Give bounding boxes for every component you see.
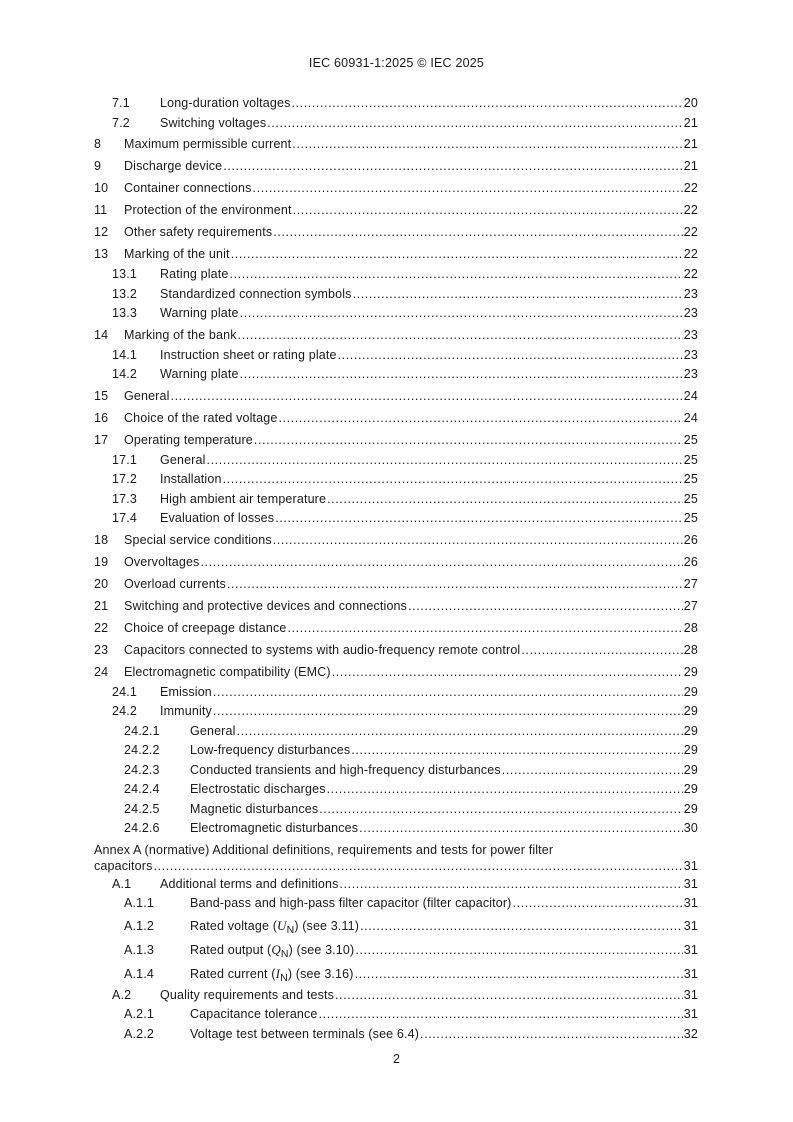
toc-entry-number: 14.1 [112, 347, 137, 362]
toc-entry-number: 13.2 [112, 286, 137, 301]
leader-dots [291, 94, 682, 114]
leader-dots [340, 875, 683, 895]
toc-entry[interactable] [94, 617, 698, 639]
toc-entry[interactable] [94, 573, 698, 595]
toc-entry-title: Overvoltages [124, 554, 200, 569]
toc-entry-title: Voltage test between terminals (see 6.4) [190, 1026, 420, 1041]
toc-entry-page-number: 27 [683, 576, 698, 591]
toc-entry-page-number: 31 [683, 1007, 698, 1021]
toc-entry-number: 24.2 [112, 704, 137, 718]
leader-dots [200, 551, 682, 573]
toc-entry-number: 19 [94, 554, 109, 569]
leader-dots [273, 221, 683, 243]
toc-entry[interactable] [94, 780, 698, 800]
toc-entry-title: Switching voltages [160, 115, 267, 130]
leader-dots [292, 133, 682, 155]
toc-entry-page-number: 29 [683, 704, 698, 718]
toc-entry-page-number: 32 [683, 1026, 698, 1041]
toc-entry[interactable] [94, 365, 698, 385]
leader-dots [153, 857, 682, 875]
leader-dots [171, 385, 683, 407]
toc-entry-number: 7.1 [112, 96, 130, 110]
math-subscript: N [280, 947, 289, 960]
toc-entry-number: 24 [94, 664, 109, 679]
leader-dots [213, 702, 683, 722]
toc-entry-title: Instruction sheet or rating plate [160, 347, 337, 362]
toc-entry-title: Electrostatic discharges [190, 782, 326, 796]
toc-entry-page-number: 23 [683, 286, 698, 301]
toc-entry[interactable] [94, 1025, 698, 1045]
leader-dots [267, 114, 683, 134]
toc-entry[interactable] [94, 114, 698, 134]
toc-entry-number: 16 [94, 410, 109, 425]
toc-entry[interactable] [94, 470, 698, 490]
toc-entry-title: Conducted transients and high-frequency disturbances [190, 762, 501, 777]
toc-entry-number: A.1.3 [124, 942, 154, 957]
leader-dots [223, 470, 683, 490]
leader-dots [278, 407, 682, 429]
toc-entry-number: A.2 [112, 987, 132, 1002]
toc-entry[interactable] [94, 551, 698, 573]
toc-entry-number: 21 [94, 598, 109, 613]
toc-entry-title: Overload currents [124, 576, 226, 591]
toc-entry-title-text: ) (see 3.10) [288, 942, 355, 957]
toc-entry-page-number: 25 [683, 472, 698, 486]
toc-entry-number: 24.2.5 [124, 801, 160, 816]
toc-entry[interactable] [94, 265, 698, 285]
toc-entry-page-number: 25 [683, 452, 698, 467]
toc-entry-page-number: 22 [683, 267, 698, 281]
toc-entry-title: Additional terms and definitions [160, 876, 339, 891]
toc-entry-number: 24.2.6 [124, 821, 160, 835]
toc-entry-title: Marking of the bank [124, 327, 237, 342]
toc-entry-page-number: 25 [683, 511, 698, 525]
toc-entry-title-text: ) (see 3.16) [287, 966, 354, 981]
toc-entry-page-number: 22 [683, 225, 698, 239]
leader-dots [521, 639, 682, 661]
toc-entry[interactable] [94, 243, 698, 265]
leader-dots [230, 265, 683, 285]
toc-entry-page-number: 21 [683, 115, 698, 130]
toc-entry-number: 17 [94, 432, 109, 447]
leader-dots [273, 529, 683, 551]
toc-entry[interactable] [94, 490, 698, 510]
toc-entry-page-number: 31 [683, 966, 698, 981]
leader-dots [327, 780, 683, 800]
toc-entry[interactable] [94, 722, 698, 742]
toc-entry[interactable] [94, 761, 698, 781]
leader-dots [355, 938, 682, 962]
leader-dots [253, 177, 683, 199]
toc-entry-page-number: 29 [683, 762, 698, 777]
toc-entry-title: Quality requirements and tests [160, 987, 335, 1002]
toc-entry[interactable] [94, 285, 698, 305]
toc-entry-number: 24.2.3 [124, 762, 160, 777]
toc-entry-page-number: 29 [683, 743, 698, 757]
leader-dots [207, 451, 683, 471]
leader-dots [275, 509, 683, 529]
annex-title-line2-row[interactable] [94, 857, 698, 875]
toc-entry[interactable] [94, 819, 698, 839]
toc-entry-page-number: 30 [683, 821, 698, 835]
toc-entry[interactable] [94, 986, 698, 1006]
toc-entry-title: Other safety requirements [124, 225, 273, 239]
toc-entry-page-number: 31 [683, 918, 698, 933]
math-subscript: N [286, 923, 295, 936]
toc-entry-number: 18 [94, 532, 109, 547]
toc-entry-page-number: 29 [683, 782, 698, 796]
toc-entry-title: General [190, 723, 236, 738]
toc-entry-title: Operating temperature [124, 432, 253, 447]
toc-entry-title: Discharge device [124, 159, 223, 173]
toc-entry-title-text: Rated output ( [190, 942, 272, 957]
annex-page-number: 31 [683, 858, 698, 873]
toc-entry-title: Switching and protective devices and connections [124, 598, 408, 613]
toc-entry-title [190, 914, 359, 938]
toc-entry[interactable] [94, 894, 698, 914]
toc-entry-number: 14 [94, 327, 109, 342]
toc-entry-page-number: 25 [683, 432, 698, 447]
toc-entry-number: 22 [94, 620, 109, 635]
toc-entry-title: High ambient air temperature [160, 491, 327, 506]
leader-dots [231, 243, 683, 265]
toc-entry-page-number: 31 [683, 876, 698, 891]
leader-dots [513, 894, 683, 914]
toc-entry[interactable] [94, 639, 698, 661]
toc-entry-page-number: 28 [683, 642, 698, 657]
toc-entry-title-text: Rated current ( [190, 966, 276, 981]
toc-entry-page-number: 24 [683, 388, 698, 403]
math-symbol: I [275, 965, 281, 981]
toc-entry[interactable] [94, 661, 698, 683]
leader-dots [213, 683, 683, 703]
leader-dots [351, 741, 683, 761]
toc-entry[interactable] [94, 155, 698, 177]
leader-dots [319, 800, 683, 820]
leader-dots [223, 155, 683, 177]
leader-dots [227, 573, 683, 595]
toc-entry-page-number: 20 [683, 96, 698, 110]
toc-entry-title: General [160, 452, 206, 467]
toc-entry-page-number: 24 [683, 410, 698, 425]
toc-entry-number: 17.2 [112, 472, 137, 486]
toc-entry-title: Protection of the environment [124, 203, 292, 217]
toc-entry-number: 15 [94, 388, 109, 403]
leader-dots [420, 1025, 683, 1045]
toc-entry[interactable] [94, 177, 698, 199]
toc-entry-title: Emission [160, 684, 212, 699]
toc-entry-number: 17.1 [112, 452, 137, 467]
toc-entry[interactable] [94, 94, 698, 114]
toc-entry-number: 10 [94, 181, 109, 195]
toc-annex-section [94, 843, 698, 1045]
leader-dots [332, 661, 683, 683]
toc-entry[interactable] [94, 346, 698, 366]
toc-entry-number: 24.2.1 [124, 723, 160, 738]
toc-entry-page-number: 31 [683, 942, 698, 957]
annex-title-line1[interactable]: Annex A (normative) Additional definitions, requirements and tests for power filter [94, 842, 554, 857]
toc-entry[interactable] [94, 304, 698, 324]
toc-entry-title: Capacitance tolerance [190, 1007, 318, 1021]
leader-dots [359, 819, 683, 839]
toc-entry-title: Maximum permissible current [124, 137, 292, 151]
toc-entry-page-number: 21 [683, 137, 698, 151]
math-symbol: Q [271, 941, 281, 957]
toc-entry[interactable] [94, 702, 698, 722]
toc-entry[interactable] [94, 962, 698, 986]
toc-entry[interactable] [94, 133, 698, 155]
leader-dots [360, 914, 683, 938]
leader-dots [240, 365, 683, 385]
toc-annex-entries [94, 875, 698, 1045]
toc-entry-title-text: ) (see 3.11) [294, 918, 360, 933]
toc-entry-number: 7.2 [112, 115, 130, 130]
toc-entry[interactable] [94, 529, 698, 551]
toc-entry-title: General [124, 388, 170, 403]
toc-entry-page-number: 23 [683, 347, 698, 362]
leader-dots [338, 346, 683, 366]
leader-dots [254, 429, 683, 451]
toc-entry-title: Marking of the unit [124, 247, 230, 261]
toc-entry-title: Container connections [124, 181, 252, 195]
toc-entry-title: Low-frequency disturbances [190, 743, 351, 757]
toc-entry[interactable] [94, 199, 698, 221]
leader-dots [238, 324, 683, 346]
toc-entry-title: Capacitors connected to systems with audio-frequency remote control [124, 642, 521, 657]
toc-entry-number: A.2.1 [124, 1007, 154, 1021]
toc-entry[interactable] [94, 683, 698, 703]
toc-entry-page-number: 22 [683, 203, 698, 217]
toc-entry-number: A.1.2 [124, 918, 154, 933]
leader-dots [353, 285, 683, 305]
leader-dots [327, 490, 683, 510]
toc-entry-number: 17.3 [112, 491, 137, 506]
toc-entry-number: 11 [94, 203, 108, 217]
leader-dots [319, 1005, 683, 1025]
leader-dots [293, 199, 683, 221]
toc-entry-title: Special service conditions [124, 532, 272, 547]
toc-entry-title: Evaluation of losses [160, 511, 275, 525]
leader-dots [408, 595, 683, 617]
toc-entry-number: 14.2 [112, 367, 137, 381]
toc-entry[interactable] [94, 509, 698, 529]
toc-entry-number: A.1 [112, 876, 132, 891]
toc-entry-number: 23 [94, 642, 109, 657]
toc-entry-title [190, 938, 354, 962]
toc-entry-page-number: 23 [683, 367, 698, 381]
toc-entry-page-number: 29 [683, 723, 698, 738]
toc-entry[interactable] [94, 595, 698, 617]
toc-entry[interactable] [94, 221, 698, 243]
toc-entry-page-number: 29 [683, 664, 698, 679]
toc-entry[interactable] [94, 1005, 698, 1025]
toc-entry-page-number: 26 [683, 554, 698, 569]
leader-dots [335, 986, 683, 1006]
toc-entry-title: Choice of creepage distance [124, 620, 287, 635]
toc-entry-title: Warning plate [160, 306, 239, 320]
toc-entry-title: Rating plate [160, 267, 229, 281]
math-symbol: U [277, 917, 287, 933]
toc-entry-title: Magnetic disturbances [190, 801, 319, 816]
table-of-contents [94, 94, 698, 1044]
toc-entry-number: 24.2.4 [124, 782, 160, 796]
toc-entry[interactable] [94, 324, 698, 346]
toc-entry[interactable] [94, 914, 698, 938]
toc-entry[interactable] [94, 741, 698, 761]
toc-entry-number: A.1.1 [124, 896, 154, 910]
toc-entry-page-number: 21 [683, 159, 698, 173]
toc-entry-title [190, 962, 354, 986]
toc-entry-title-text: Rated voltage ( [190, 918, 278, 933]
toc-entry-page-number: 23 [683, 327, 698, 342]
toc-entry-page-number: 29 [683, 684, 698, 699]
toc-entry-title: Long-duration voltages [160, 96, 291, 110]
toc-entry-number: 13.1 [112, 267, 137, 281]
toc-entry-number: 9 [94, 159, 102, 173]
toc-entry-title: Immunity [160, 704, 212, 718]
toc-main-entries [94, 94, 698, 839]
annex-title-line2: capacitors [94, 858, 153, 873]
toc-entry-number: 13.3 [112, 306, 137, 320]
toc-entry-number: 13 [94, 247, 109, 261]
page-header: IEC 60931-1:2025 © IEC 2025 [308, 56, 485, 70]
toc-entry-number: 24.1 [112, 684, 137, 699]
toc-entry-page-number: 31 [683, 896, 698, 910]
leader-dots [502, 761, 683, 781]
toc-entry[interactable] [94, 938, 698, 962]
toc-entry[interactable] [94, 429, 698, 451]
toc-entry[interactable] [94, 407, 698, 429]
toc-entry-number: 24.2.2 [124, 743, 160, 757]
toc-entry[interactable] [94, 875, 698, 895]
toc-entry-number: 8 [94, 137, 102, 151]
leader-dots [240, 304, 683, 324]
toc-entry-page-number: 25 [683, 491, 698, 506]
leader-dots [288, 617, 683, 639]
toc-entry[interactable] [94, 385, 698, 407]
toc-entry-page-number: 29 [683, 801, 698, 816]
toc-entry-page-number: 26 [683, 532, 698, 547]
toc-entry-number: A.1.4 [124, 966, 154, 981]
toc-entry-number: 17.4 [112, 511, 137, 525]
toc-entry-title: Electromagnetic compatibility (EMC) [124, 664, 331, 679]
toc-entry-title: Installation [160, 472, 222, 486]
toc-entry-page-number: 22 [683, 247, 698, 261]
toc-entry-page-number: 31 [683, 987, 698, 1002]
toc-entry-number: A.2.2 [124, 1026, 154, 1041]
toc-entry-title: Standardized connection symbols [160, 286, 352, 301]
leader-dots [355, 962, 683, 986]
leader-dots [237, 722, 683, 742]
page-footer-number: 2 [393, 1052, 400, 1066]
toc-entry-page-number: 23 [683, 306, 698, 320]
toc-entry-number: 12 [94, 225, 109, 239]
toc-entry-page-number: 28 [683, 620, 698, 635]
toc-entry-title: Electromagnetic disturbances [190, 821, 359, 835]
toc-entry[interactable] [94, 800, 698, 820]
toc-entry-title: Choice of the rated voltage [124, 410, 278, 425]
math-subscript: N [280, 971, 288, 984]
toc-entry-title: Warning plate [160, 367, 239, 381]
toc-entry-page-number: 27 [683, 598, 698, 613]
toc-entry-title: Band-pass and high-pass filter capacitor (filter capacitor) [190, 896, 512, 910]
toc-entry-number: 20 [94, 576, 109, 591]
toc-entry[interactable] [94, 451, 698, 471]
toc-entry-page-number: 22 [683, 181, 698, 195]
